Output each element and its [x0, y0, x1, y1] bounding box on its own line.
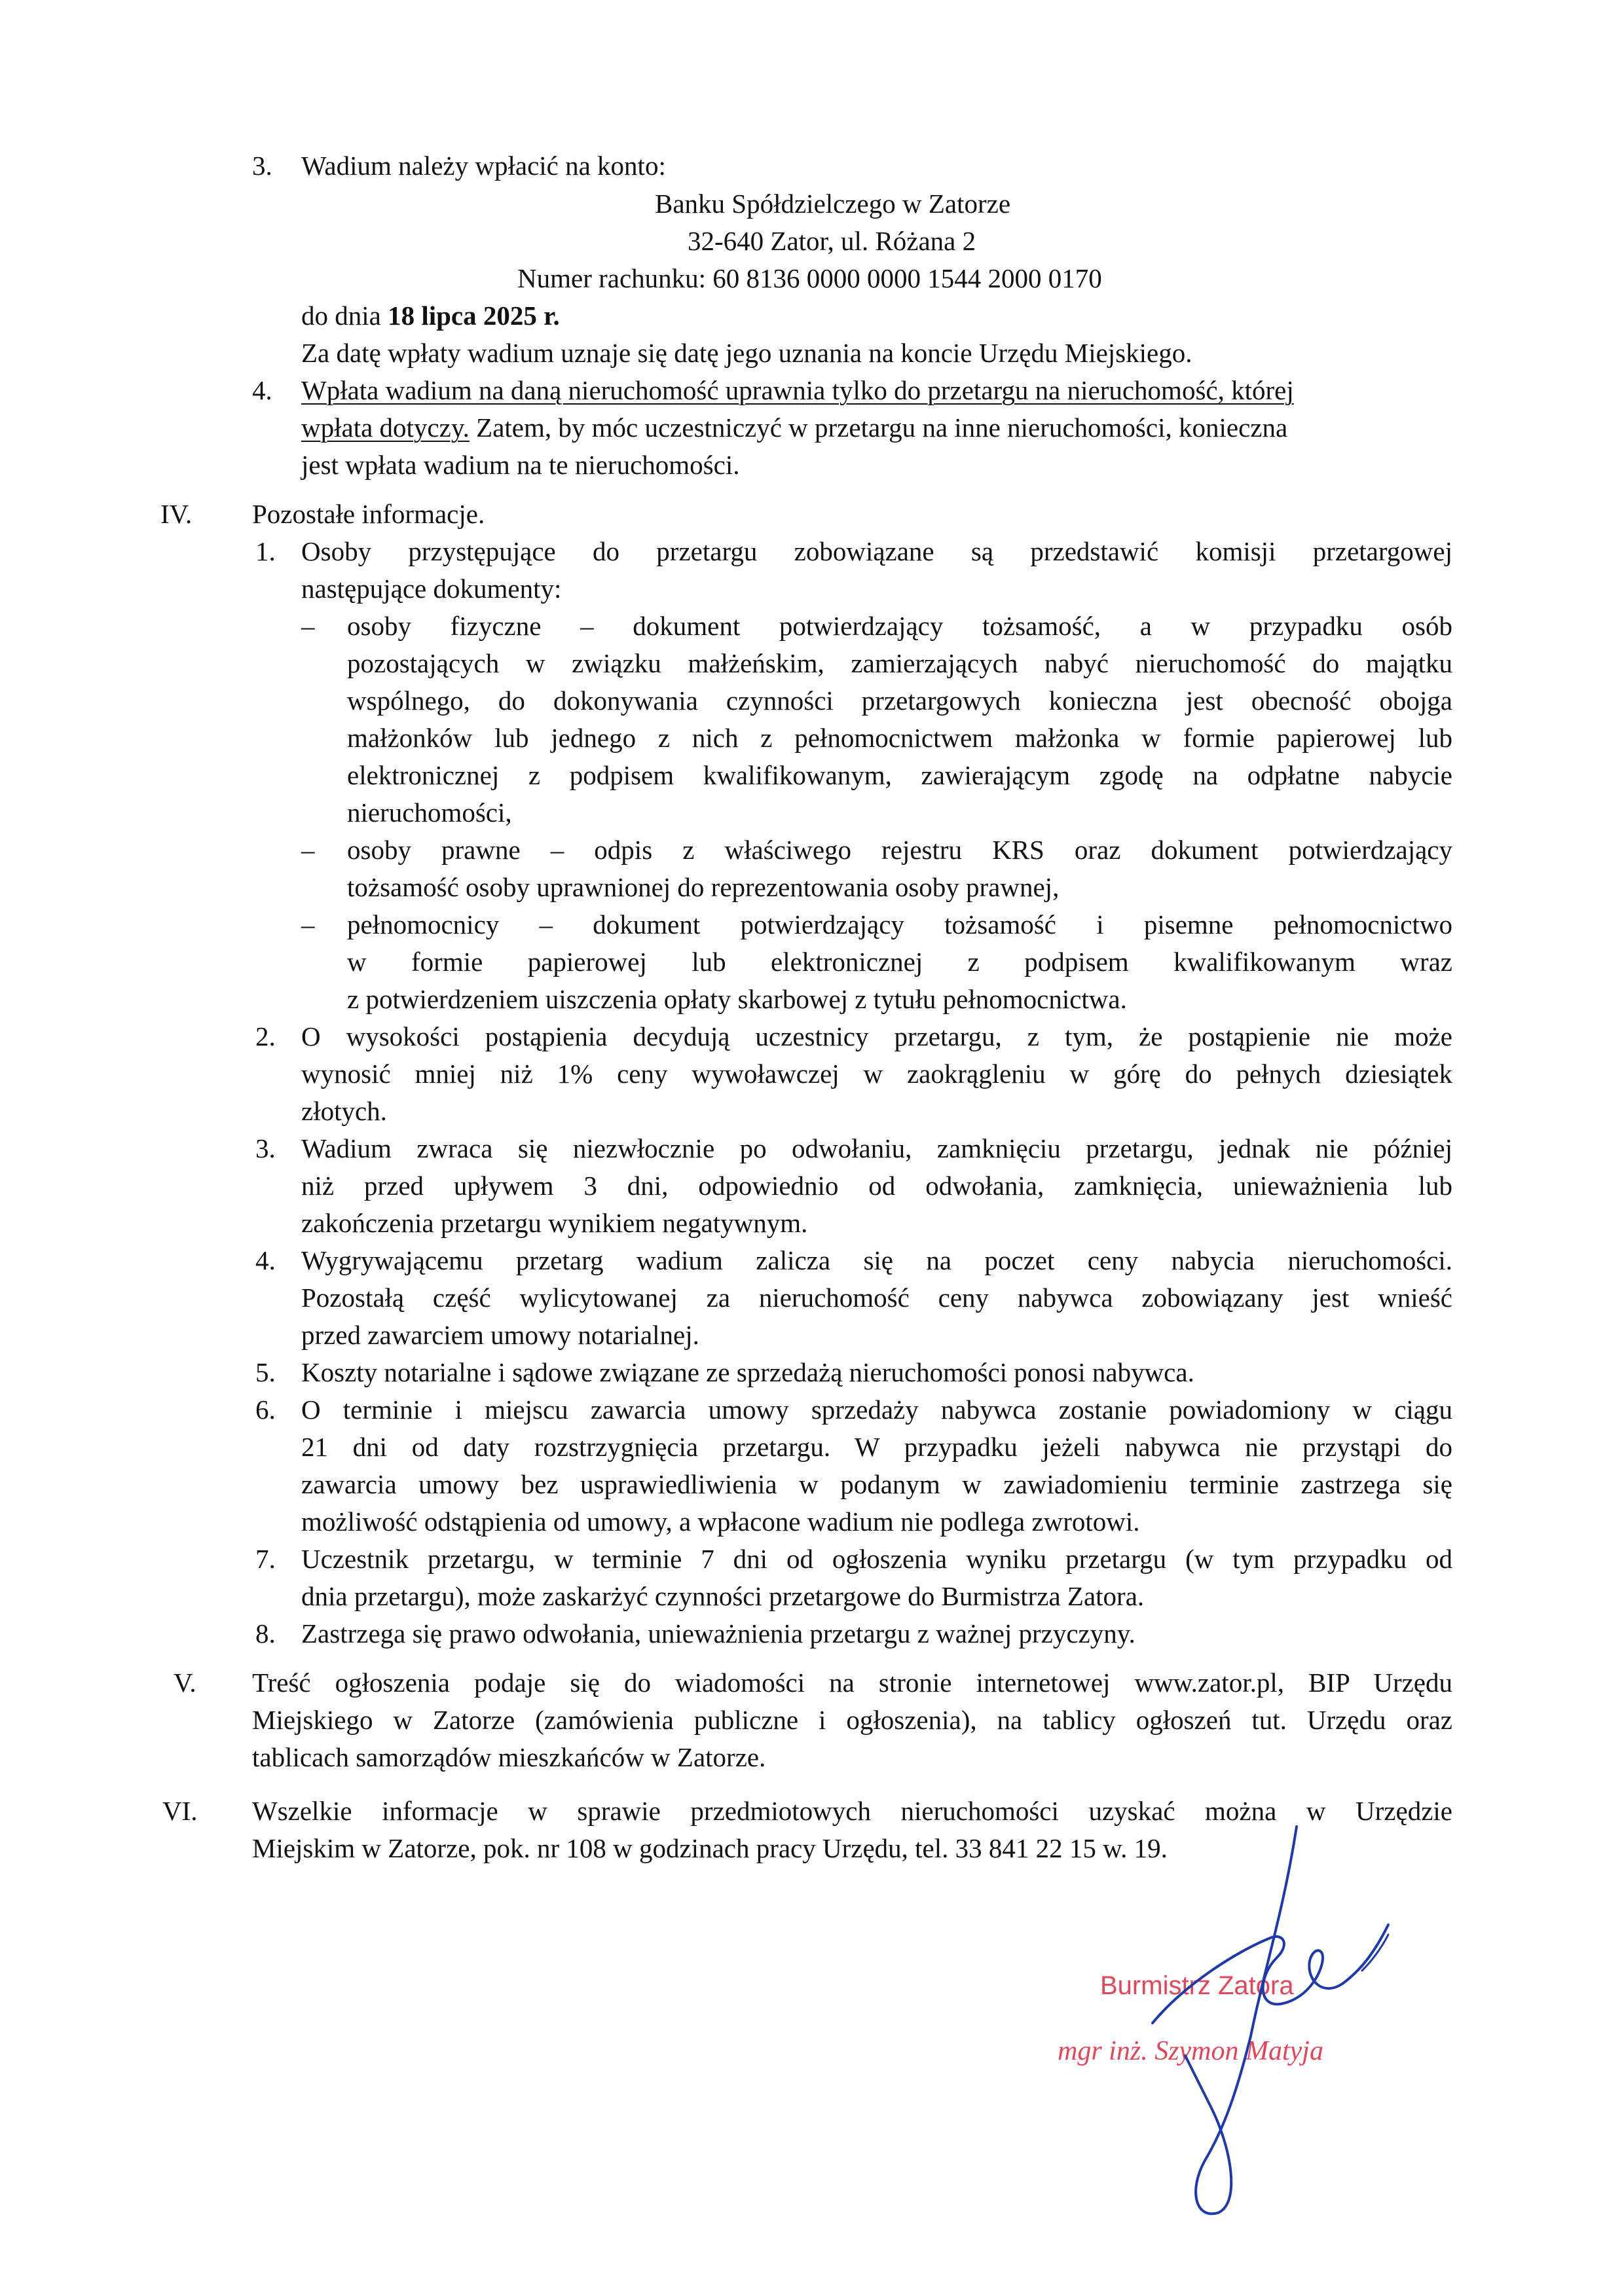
item-number: 7. — [255, 1544, 276, 1574]
section-text: Treść ogłoszenia podaje się do wiadomości na stronie internetowej www.zator.pl, BIP Urzędu — [252, 1667, 1452, 1698]
item-text: O wysokości postąpienia decydują uczestnicy przetargu, z tym, że postąpienie nie może — [301, 1021, 1452, 1051]
section-text: Wszelkie informacje w sprawie przedmiotowych nieruchomości uzyskać można w Urzędzie — [252, 1796, 1452, 1826]
section-heading: Pozostałe informacje. — [252, 499, 485, 529]
item-text: O terminie i miejscu zawarcia umowy sprzedaży nabywca zostanie powiadomiony w ciągu — [301, 1394, 1452, 1425]
item-number: 8. — [255, 1618, 276, 1649]
deadline-prefix: do dnia — [301, 301, 388, 331]
item-number: 5. — [255, 1357, 276, 1387]
item-number: 6. — [255, 1394, 276, 1425]
item-text-rest: Zatem, by móc uczestniczyć w przetargu na inne nieruchomości, konieczna — [469, 412, 1288, 443]
bullet-text: elektronicznej z podpisem kwalifikowanym, zawierającym zgodę na odpłatne nabycie — [347, 760, 1452, 790]
item-text: Zastrzega się prawo odwołania, unieważnienia przetargu z ważnej przyczyny. — [301, 1618, 1135, 1649]
bank-name: Banku Spółdzielczego w Zatorze — [655, 189, 1011, 219]
item-text: Wadium zwraca się niezwłocznie po odwołaniu, zamknięciu przetargu, jednak nie później — [301, 1133, 1452, 1163]
item-text: Osoby przystępujące do przetargu zobowiązane są przedstawić komisji przetargowej — [301, 536, 1452, 566]
item-text: wynosić mniej niż 1% ceny wywoławczej w zaokrągleniu w górę do pełnych dziesiątek — [301, 1059, 1452, 1089]
item-number: 3. — [255, 1133, 276, 1163]
item-text: 21 dni od daty rozstrzygnięcia przetargu. W przypadku jeżeli nabywca nie przystąpi do — [301, 1432, 1452, 1462]
bullet-text: osoby prawne – odpis z właściwego rejestru KRS oraz dokument potwierdzający — [347, 835, 1452, 865]
item-text: Wadium należy wpłacić na konto: — [301, 151, 666, 181]
item-text: Uczestnik przetargu, w terminie 7 dni od ogłoszenia wyniku przetargu (w tym przypadku od — [301, 1544, 1452, 1574]
item-text: zakończenia przetargu wynikiem negatywnym. — [301, 1208, 808, 1238]
bullet-dash: – — [301, 611, 315, 641]
item-text: dnia przetargu), może zaskarżyć czynności przetargowe do Burmistrza Zatora. — [301, 1581, 1145, 1611]
item-text: Pozostałą część wylicytowanej za nieruchomość ceny nabywca zobowiązany jest wnieść — [301, 1283, 1452, 1313]
bullet-text: pozostających w związku małżeńskim, zamierzających nabyć nieruchomość do majątku — [347, 648, 1452, 678]
item-text: niż przed upływem 3 dni, odpowiednio od odwołania, zamknięcia, unieważnienia lub — [301, 1171, 1452, 1201]
bank-address: 32-640 Zator, ul. Różana 2 — [688, 226, 976, 256]
bullet-text: wspólnego, do dokonywania czynności przetargowych konieczna jest obecność obojga — [347, 685, 1452, 716]
deadline — [301, 297, 560, 335]
bullet-text: w formie papierowej lub elektronicznej z podpisem kwalifikowanym wraz — [347, 947, 1452, 977]
bullet-text: małżonków lub jednego z nich z pełnomocnictwem małżonka w formie papierowej lub — [347, 723, 1452, 753]
section-text: Miejskim w Zatorze, pok. nr 108 w godzinach pracy Urzędu, tel. 33 841 22 15 w. 19. — [252, 1833, 1168, 1863]
bullet-text: tożsamość osoby uprawnionej do reprezentowania osoby prawnej, — [347, 872, 1060, 902]
bullet-text: pełnomocnicy – dokument potwierdzający tożsamość i pisemne pełnomocnictwo — [347, 909, 1452, 939]
account-number: Numer rachunku: 60 8136 0000 0000 1544 2000 0170 — [517, 263, 1102, 293]
item-text: zawarcia umowy bez usprawiedliwienia w podanym w zawiadomieniu terminie zastrzega się — [301, 1469, 1452, 1499]
stamp-name: mgr inż. Szymon Matyja — [1058, 2036, 1323, 2066]
bullet-text: osoby fizyczne – dokument potwierdzający tożsamość, a w przypadku osób — [347, 611, 1452, 641]
item-number: 1. — [255, 536, 276, 566]
item-number: 2. — [255, 1021, 276, 1051]
bullet-text: nieruchomości, — [347, 797, 512, 828]
underlined-text: Wpłata wadium na daną nieruchomość uprawnia tylko do przetargu na nieruchomość, której — [301, 375, 1294, 405]
bullet-dash: – — [301, 835, 315, 865]
bullet-dash: – — [301, 909, 315, 939]
item-text: Wygrywającemu przetarg wadium zalicza się na poczet ceny nabycia nieruchomości. — [301, 1245, 1452, 1275]
section-roman-numeral: VI. — [162, 1796, 198, 1826]
payment-date-note: Za datę wpłaty wadium uznaje się datę jego uznania na koncie Urzędu Miejskiego. — [301, 338, 1192, 368]
item-text: złotych. — [301, 1096, 387, 1126]
underlined-text: wpłata dotyczy. — [301, 412, 470, 443]
item-text: przed zawarciem umowy notarialnej. — [301, 1320, 699, 1350]
section-text: tablicach samorządów mieszkańców w Zatorze. — [252, 1742, 766, 1772]
item-text: jest wpłata wadium na te nieruchomości. — [301, 450, 740, 480]
section-roman-numeral: IV. — [160, 499, 193, 529]
item-number: 4. — [252, 375, 272, 405]
item-text: Koszty notarialne i sądowe związane ze sprzedażą nieruchomości ponosi nabywca. — [301, 1357, 1194, 1387]
item-text: następujące dokumenty: — [301, 574, 562, 604]
section-text: Miejskiego w Zatorze (zamówienia publiczne i ogłoszenia), na tablicy ogłoszeń tut. Urzędu oraz — [252, 1705, 1452, 1735]
item-text — [301, 409, 1287, 446]
item-number: 4. — [255, 1245, 276, 1275]
stamp-title: Burmistrz Zatora — [1100, 1971, 1294, 2000]
deadline-date: 18 lipca 2025 r. — [388, 301, 560, 331]
handwritten-signature — [1126, 1820, 1401, 2226]
item-text: możliwość odstąpienia od umowy, a wpłacone wadium nie podlega zwrotowi. — [301, 1506, 1140, 1537]
section-roman-numeral: V. — [174, 1667, 196, 1698]
bullet-text: z potwierdzeniem uiszczenia opłaty skarbowej z tytułu pełnomocnictwa. — [347, 984, 1127, 1014]
item-number: 3. — [252, 151, 272, 181]
